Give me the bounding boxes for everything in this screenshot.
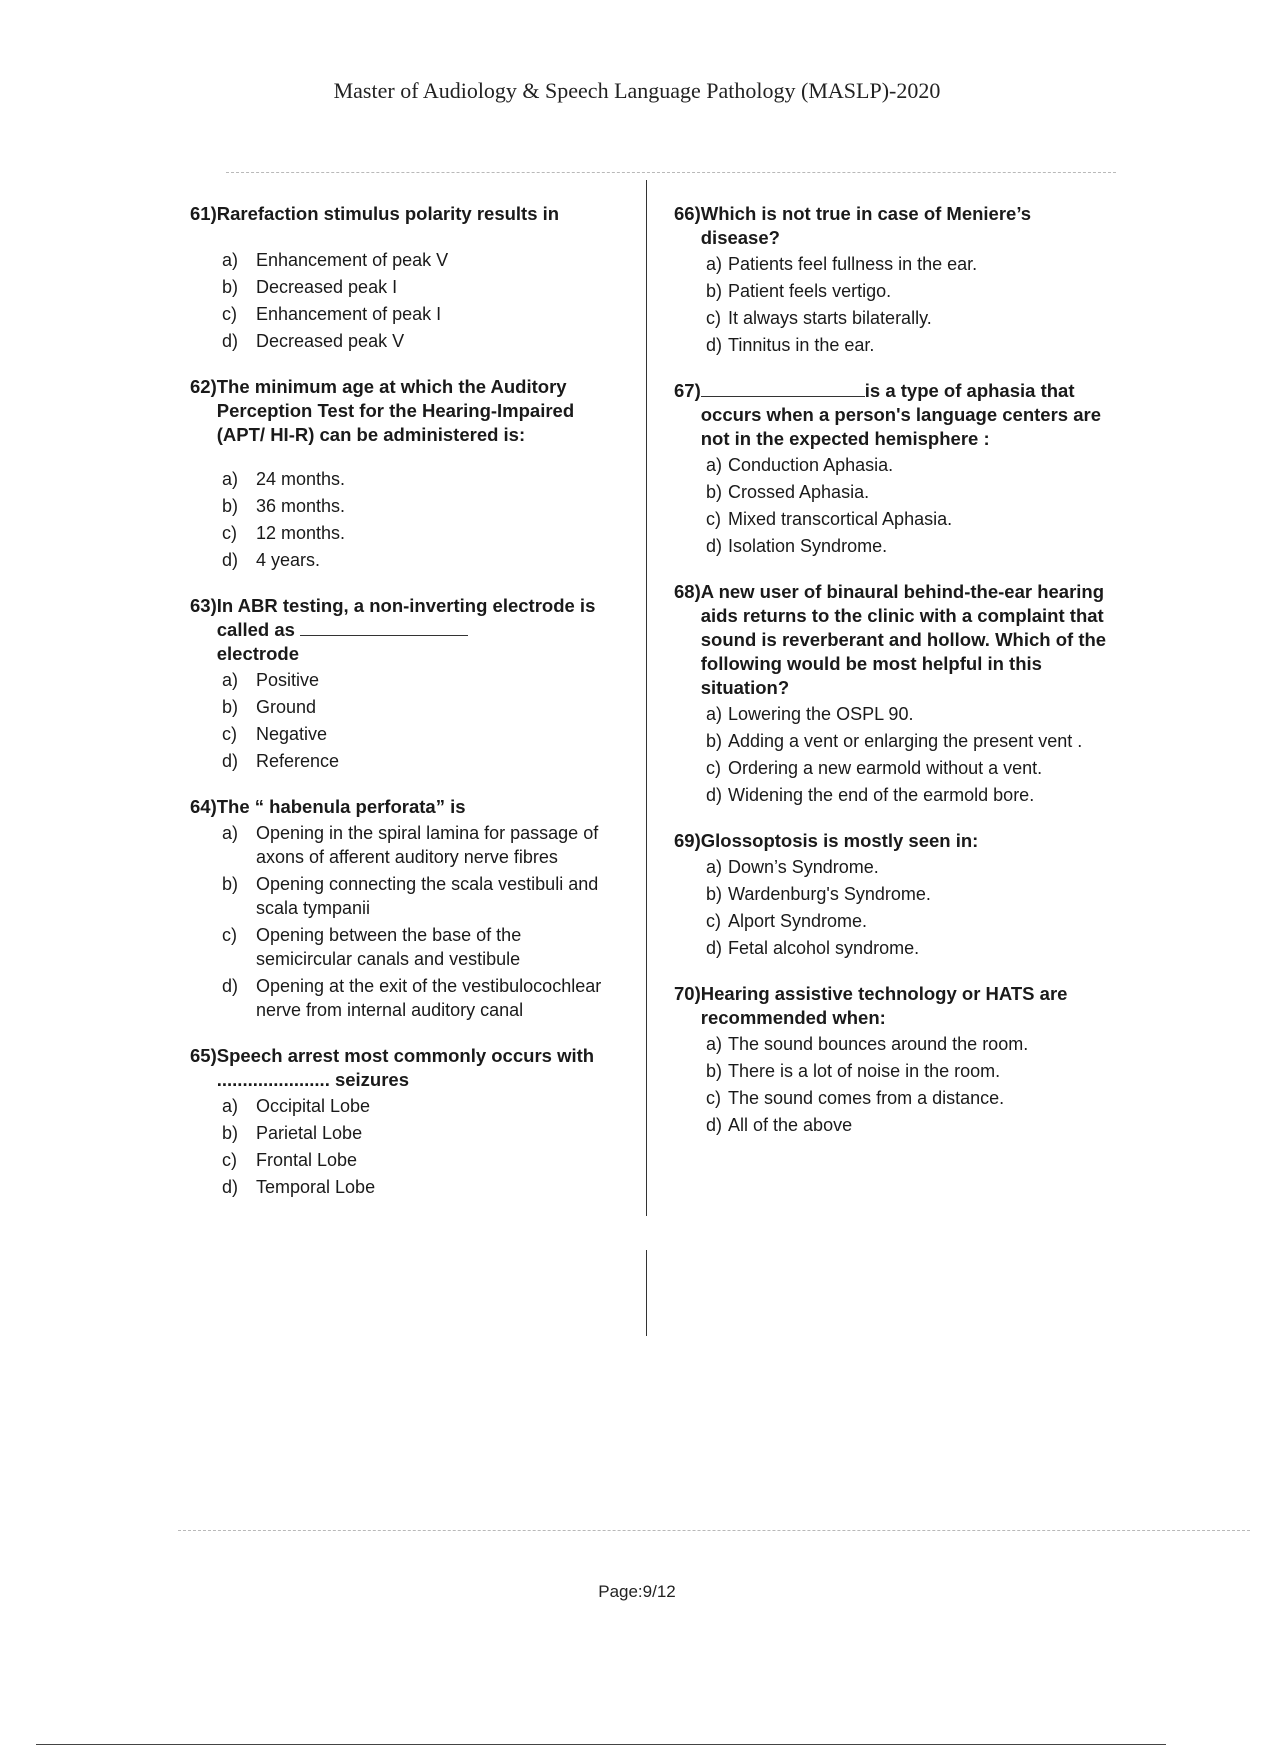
question-text bbox=[217, 594, 620, 666]
option-text: Decreased peak V bbox=[256, 331, 405, 351]
option-letter: d) bbox=[222, 751, 239, 771]
option-letter: d) bbox=[706, 785, 723, 805]
option-item bbox=[222, 302, 620, 326]
option-item bbox=[222, 722, 620, 746]
option-letter: a) bbox=[222, 670, 239, 690]
option-text: There is a lot of noise in the room. bbox=[728, 1061, 1001, 1081]
question-69 bbox=[674, 829, 1110, 960]
option-text: The sound comes from a distance. bbox=[728, 1088, 1005, 1108]
question-text: Which is not true in case of Meniere’s disease? bbox=[700, 203, 1032, 248]
option-letter: d) bbox=[222, 550, 239, 570]
option-text: 36 months. bbox=[256, 496, 346, 516]
option-letter: d) bbox=[706, 938, 723, 958]
option-text: The sound bounces around the room. bbox=[728, 1034, 1029, 1054]
option-letter: b) bbox=[706, 731, 723, 751]
question-number: 70) bbox=[674, 983, 701, 1004]
option-item bbox=[222, 1121, 620, 1145]
option-list bbox=[706, 252, 1110, 357]
question-text-after: electrode bbox=[216, 643, 300, 664]
option-text: Enhancement of peak I bbox=[256, 304, 442, 324]
option-text: Frontal Lobe bbox=[256, 1150, 358, 1170]
fill-blank bbox=[701, 396, 865, 397]
option-letter: c) bbox=[706, 1088, 721, 1108]
option-letter: c) bbox=[706, 308, 721, 328]
option-list bbox=[222, 467, 620, 572]
option-letter: d) bbox=[706, 335, 723, 355]
option-item bbox=[222, 248, 620, 272]
option-text: All of the above bbox=[728, 1115, 853, 1135]
option-letter: a) bbox=[706, 254, 723, 274]
question-number: 66) bbox=[674, 203, 701, 224]
question-number: 69) bbox=[674, 830, 701, 851]
option-letter: a) bbox=[706, 704, 723, 724]
top-divider-rule bbox=[226, 172, 1116, 173]
option-item bbox=[222, 467, 620, 491]
question-62 bbox=[190, 375, 620, 572]
option-text: Negative bbox=[256, 724, 328, 744]
question-63 bbox=[190, 594, 620, 773]
question-text-before: In ABR testing, a non-inverting electrode is called as bbox=[216, 595, 596, 640]
question-text bbox=[701, 379, 1110, 451]
question-64 bbox=[190, 795, 620, 1022]
option-item bbox=[706, 1059, 1110, 1083]
option-item bbox=[706, 783, 1110, 807]
option-letter: d) bbox=[222, 976, 239, 996]
option-letter: c) bbox=[706, 509, 721, 529]
footer-edge-rule bbox=[36, 1744, 1166, 1745]
option-text: Temporal Lobe bbox=[256, 1177, 376, 1197]
option-text: Enhancement of peak V bbox=[256, 250, 449, 270]
option-letter: d) bbox=[706, 1115, 723, 1135]
question-number: 64) bbox=[190, 796, 217, 817]
question-66 bbox=[674, 202, 1110, 357]
option-letter: c) bbox=[222, 1150, 237, 1170]
option-text: Alport Syndrome. bbox=[728, 911, 868, 931]
option-text: Crossed Aphasia. bbox=[728, 482, 870, 502]
option-text: Patient feels vertigo. bbox=[728, 281, 892, 301]
question-61 bbox=[190, 202, 620, 353]
option-text: Patients feel fullness in the ear. bbox=[728, 254, 978, 274]
option-list bbox=[706, 855, 1110, 960]
option-letter: a) bbox=[706, 1034, 723, 1054]
option-list bbox=[222, 1094, 620, 1199]
option-text: Reference bbox=[256, 751, 340, 771]
option-letter: b) bbox=[222, 1123, 239, 1143]
column-divider-lower bbox=[646, 1250, 647, 1336]
option-list bbox=[706, 702, 1110, 807]
option-list bbox=[222, 821, 620, 1022]
option-text: Positive bbox=[256, 670, 320, 690]
question-70 bbox=[674, 982, 1110, 1137]
right-question-column bbox=[674, 202, 1110, 1159]
question-number: 67) bbox=[674, 380, 701, 401]
option-letter: d) bbox=[706, 536, 723, 556]
option-item bbox=[706, 1032, 1110, 1056]
option-letter: b) bbox=[222, 697, 239, 717]
option-letter: a) bbox=[222, 823, 239, 843]
option-item bbox=[706, 756, 1110, 780]
question-text: Glossoptosis is mostly seen in: bbox=[700, 830, 979, 851]
option-letter: c) bbox=[706, 911, 721, 931]
option-text: Mixed transcortical Aphasia. bbox=[728, 509, 953, 529]
option-text: Opening in the spiral lamina for passage of axons of afferent auditory nerve fibres bbox=[256, 823, 599, 867]
option-item bbox=[706, 507, 1110, 531]
option-item bbox=[706, 882, 1110, 906]
option-letter: c) bbox=[222, 724, 237, 744]
question-text: Rarefaction stimulus polarity results in bbox=[216, 203, 560, 224]
option-letter: a) bbox=[222, 469, 239, 489]
option-item bbox=[706, 1086, 1110, 1110]
option-letter: c) bbox=[706, 758, 721, 778]
bottom-divider-rule bbox=[178, 1530, 1250, 1531]
option-item bbox=[222, 923, 620, 971]
option-item bbox=[706, 1113, 1110, 1137]
option-text: 4 years. bbox=[256, 550, 321, 570]
option-letter: b) bbox=[706, 884, 723, 904]
option-item bbox=[222, 1148, 620, 1172]
fill-blank bbox=[300, 635, 468, 636]
option-letter: c) bbox=[222, 304, 237, 324]
option-letter: b) bbox=[706, 1061, 723, 1081]
option-item bbox=[706, 702, 1110, 726]
option-item bbox=[706, 333, 1110, 357]
option-item bbox=[222, 1094, 620, 1118]
option-item bbox=[222, 329, 620, 353]
option-text: Ordering a new earmold without a vent. bbox=[728, 758, 1043, 778]
option-letter: b) bbox=[222, 496, 239, 516]
question-number: 63) bbox=[190, 595, 217, 616]
question-65 bbox=[190, 1044, 620, 1199]
question-number: 62) bbox=[190, 376, 217, 397]
option-letter: a) bbox=[706, 857, 723, 877]
column-divider bbox=[646, 180, 647, 1216]
option-item bbox=[222, 521, 620, 545]
option-item bbox=[222, 695, 620, 719]
option-item bbox=[222, 275, 620, 299]
option-text: Opening at the exit of the vestibulocochlear nerve from internal auditory canal bbox=[256, 976, 602, 1020]
option-text: Opening between the base of the semicircular canals and vestibule bbox=[256, 925, 522, 969]
option-text: It always starts bilaterally. bbox=[728, 308, 932, 328]
question-text: Hearing assistive technology or HATS are recommended when: bbox=[700, 983, 1068, 1028]
option-item bbox=[706, 480, 1110, 504]
option-letter: a) bbox=[222, 1096, 239, 1116]
option-text: Isolation Syndrome. bbox=[728, 536, 888, 556]
option-text: 24 months. bbox=[256, 469, 346, 489]
question-68 bbox=[674, 580, 1110, 807]
option-item bbox=[706, 252, 1110, 276]
question-67 bbox=[674, 379, 1110, 558]
option-item bbox=[706, 279, 1110, 303]
option-list bbox=[222, 248, 620, 353]
question-text: Speech arrest most commonly occurs with ...................... seizures bbox=[216, 1045, 595, 1090]
option-item bbox=[222, 668, 620, 692]
option-item bbox=[706, 936, 1110, 960]
question-number: 61) bbox=[190, 203, 217, 224]
option-letter: c) bbox=[222, 925, 237, 945]
question-text: A new user of binaural behind-the-ear hearing aids returns to the clinic with a complaint that sound is reverberant and hollow. Which of the following would be most helpful in this situation? bbox=[700, 581, 1107, 698]
option-text: 12 months. bbox=[256, 523, 346, 543]
option-text: Parietal Lobe bbox=[256, 1123, 363, 1143]
option-item bbox=[706, 453, 1110, 477]
option-item bbox=[706, 729, 1110, 753]
option-text: Adding a vent or enlarging the present vent . bbox=[728, 731, 1083, 751]
option-letter: a) bbox=[222, 250, 239, 270]
option-item bbox=[706, 534, 1110, 558]
option-item bbox=[222, 872, 620, 920]
option-text: Widening the end of the earmold bore. bbox=[728, 785, 1035, 805]
option-item bbox=[222, 821, 620, 869]
page-number: Page:9/12 bbox=[598, 1582, 676, 1601]
option-item bbox=[706, 306, 1110, 330]
question-text: The minimum age at which the Auditory Perception Test for the Hearing-Impaired (APT/ HI-R) can be administered is: bbox=[216, 376, 575, 445]
option-text: Ground bbox=[256, 697, 317, 717]
option-item bbox=[222, 974, 620, 1022]
option-text: Fetal alcohol syndrome. bbox=[728, 938, 920, 958]
option-item bbox=[222, 1175, 620, 1199]
option-item bbox=[706, 855, 1110, 879]
page-title: Master of Audiology & Speech Language Pathology (MASLP)-2020 bbox=[333, 78, 941, 103]
question-number: 68) bbox=[674, 581, 701, 602]
option-text: Occipital Lobe bbox=[256, 1096, 371, 1116]
option-item bbox=[222, 749, 620, 773]
question-text-after: is a type of aphasia that occurs when a person's language centers are not in the expected hemisphere : bbox=[700, 380, 1101, 449]
option-letter: b) bbox=[706, 482, 723, 502]
option-letter: d) bbox=[222, 331, 239, 351]
option-letter: c) bbox=[222, 523, 237, 543]
option-text: Decreased peak I bbox=[256, 277, 398, 297]
option-text: Wardenburg's Syndrome. bbox=[728, 884, 931, 904]
option-text: Down’s Syndrome. bbox=[728, 857, 879, 877]
option-text: Opening connecting the scala vestibuli and scala tympanii bbox=[256, 874, 599, 918]
option-text: Tinnitus in the ear. bbox=[728, 335, 875, 355]
option-letter: b) bbox=[222, 277, 239, 297]
option-list bbox=[222, 668, 620, 773]
option-text: Lowering the OSPL 90. bbox=[728, 704, 914, 724]
question-text: The “ habenula perforata” is bbox=[216, 796, 466, 817]
question-number: 65) bbox=[190, 1045, 217, 1066]
option-letter: b) bbox=[222, 874, 239, 894]
option-item bbox=[706, 909, 1110, 933]
option-letter: d) bbox=[222, 1177, 239, 1197]
option-list bbox=[706, 453, 1110, 558]
option-letter: a) bbox=[706, 455, 723, 475]
option-item bbox=[222, 548, 620, 572]
option-item bbox=[222, 494, 620, 518]
option-letter: b) bbox=[706, 281, 723, 301]
left-question-column bbox=[190, 202, 620, 1221]
option-text: Conduction Aphasia. bbox=[728, 455, 894, 475]
option-list bbox=[706, 1032, 1110, 1137]
